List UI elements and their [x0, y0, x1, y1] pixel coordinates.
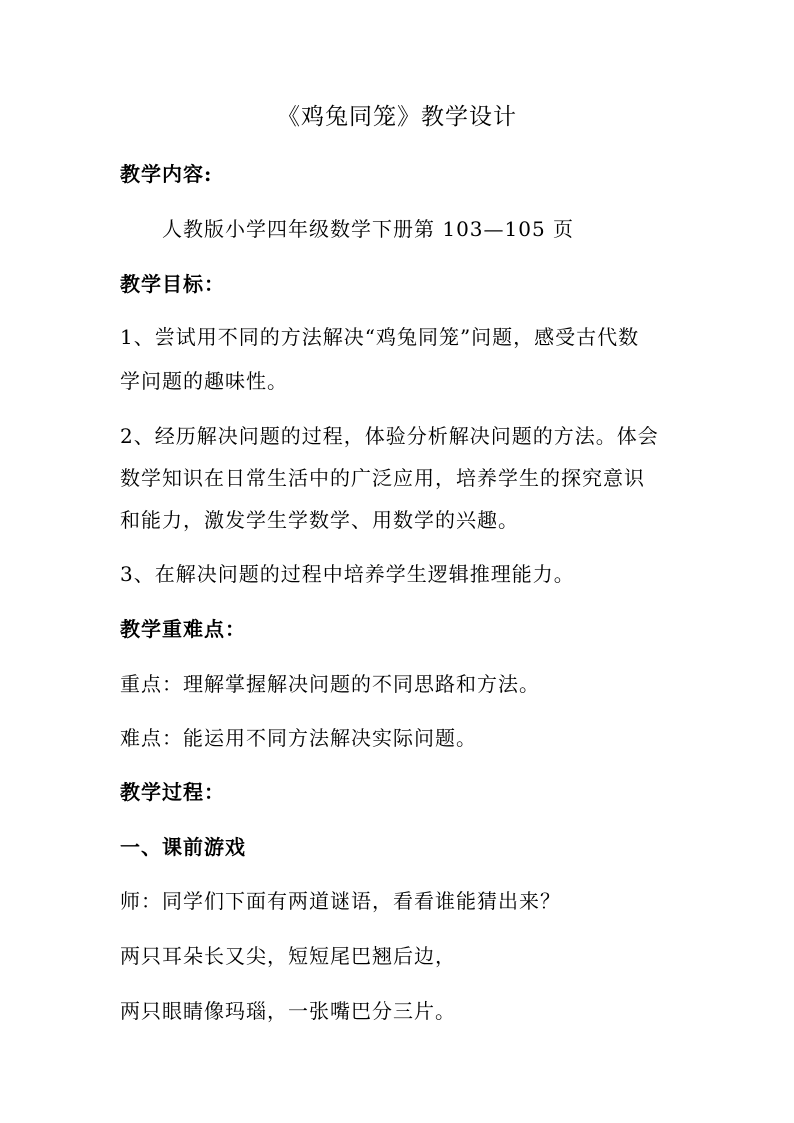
- goal-2-line-2: 数学知识在日常生活中的广泛应用，培养学生的探究意识: [120, 466, 645, 490]
- goal-1-line-1: 1、尝试用不同的方法解决“鸡兔同笼”问题，感受古代数: [120, 325, 640, 349]
- teaching-goals-heading: 教学目标：: [120, 272, 225, 296]
- riddle-line-1: 两只耳朵长又尖，短短尾巴翘后边，: [120, 944, 456, 968]
- document-title: 《鸡兔同笼》教学设计: [277, 104, 517, 130]
- key-point: 重点：理解掌握解决问题的不同思路和方法。: [120, 672, 540, 696]
- section-1-heading: 一、课前游戏: [120, 835, 246, 859]
- teaching-process-heading: 教学过程：: [120, 780, 225, 804]
- goal-2-line-3: 和能力，激发学生学数学、用数学的兴趣。: [120, 508, 519, 532]
- teaching-content-heading: 教学内容:: [120, 162, 213, 186]
- difficult-point: 难点：能运用不同方法解决实际问题。: [120, 726, 477, 750]
- goal-1-line-2: 学问题的趣味性。: [120, 369, 288, 393]
- riddle-line-2: 两只眼睛像玛瑙，一张嘴巴分三片。: [120, 999, 456, 1023]
- teaching-content-text: 人教版小学四年级数学下册第 103—105 页: [162, 217, 575, 241]
- teacher-line: 师：同学们下面有两道谜语，看看谁能猜出来？: [120, 889, 561, 913]
- goal-3: 3、在解决问题的过程中培养学生逻辑推理能力。: [120, 562, 575, 586]
- key-difficult-points-heading: 教学重难点：: [120, 617, 246, 641]
- goal-2-line-1: 2、经历解决问题的过程，体验分析解决问题的方法。体会: [120, 424, 659, 448]
